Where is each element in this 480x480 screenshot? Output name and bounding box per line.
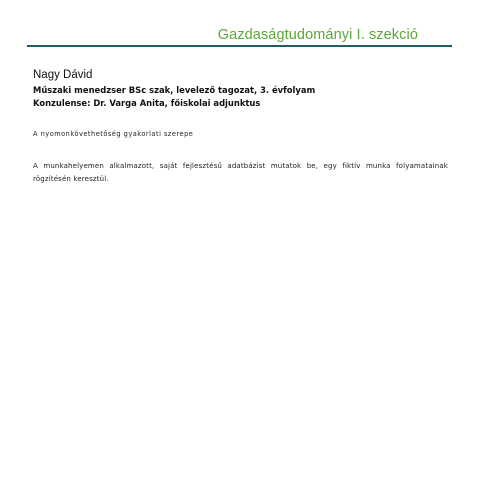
section-title: Gazdaságtudományi I. szekció <box>217 27 418 43</box>
author-name: Nagy Dávid <box>33 69 93 81</box>
paper-title: A nyomonkövethetőség gyakorlati szerepe <box>33 130 194 138</box>
paper-abstract: A munkahelyemen alkalmazott, saját fejlesztésű adatbázist mutatok be, egy fiktív munka folyamatainak rögzítésén keresztül. <box>33 162 448 183</box>
author-supervisor: Konzulense: Dr. Varga Anita, főiskolai adjunktus <box>33 98 261 108</box>
header-divider <box>27 45 452 47</box>
author-program: Műszaki menedzser BSc szak, levelező tagozat, 3. évfolyam <box>33 85 316 95</box>
